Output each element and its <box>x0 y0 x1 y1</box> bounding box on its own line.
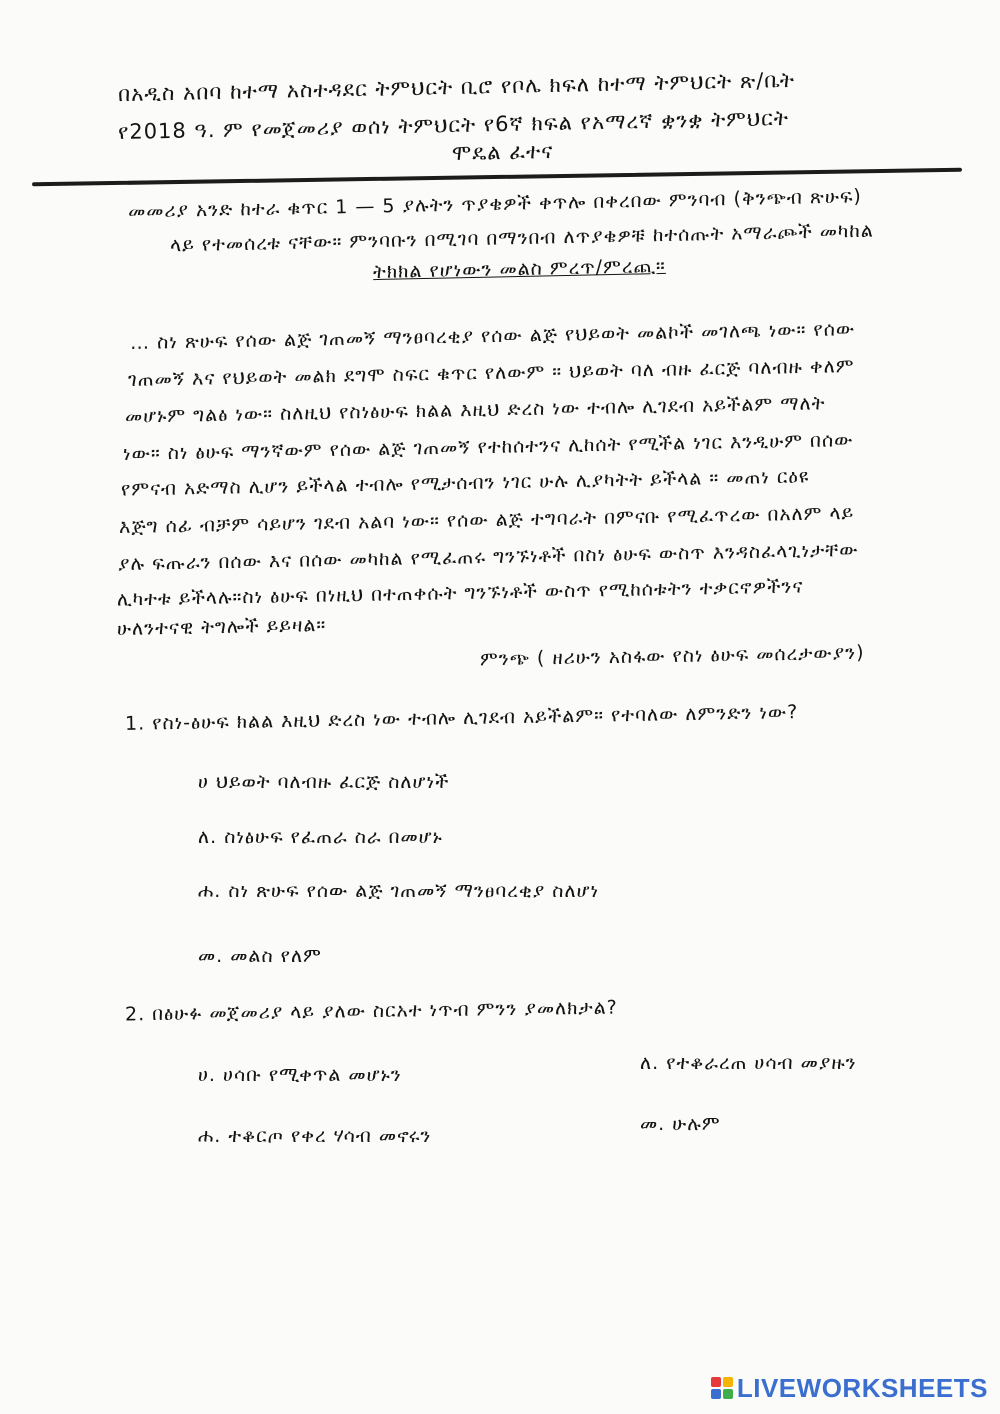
header-divider <box>32 168 962 187</box>
passage-line-9: ሁለንተናዊ ትግሎች ይይዛል። <box>116 613 327 641</box>
logo-square-green <box>723 1389 733 1399</box>
question-1: 1. የስነ-ፅሁፍ ክልል እዚህ ድረስ ነው ተብሎ ሊገደብ አይችልም። የተባለው ለምንድን ነው? <box>124 701 799 735</box>
passage-line-6: እጅግ ሰፊ ብቻም ሳይሆን ገደብ አልባ ነው። የሰው ልጅ ተግባራት በምናቡ የሚፈጥረው በአለም ላይ <box>118 501 855 539</box>
passage-line-4: ነው። ስነ ፅሁፍ ማንኛውም የሰው ልጅ ገጠመኝ የተከሰተንና ሊከሰት የሚችል ነገር እንዲሁም በሰው <box>122 428 854 466</box>
question-2: 2. በፅሁፉ መጀመሪያ ላይ ያለው ስርአተ ነጥብ ምንን ያመለክታል? <box>124 996 618 1026</box>
header-line-2: የ2018 ዓ. ም የመጀመሪያ ወሰነ ትምህርት የ6ኛ ክፍል የአማረኛ ቋንቋ ትምህርት <box>117 105 790 145</box>
passage-line-1: … ስነ ጽሁፍ የሰው ልጅ ገጠመኝ ማንፀባረቂያ የሰው ልጅ የህይወት መልኮች መገለጫ ነው። የሰው <box>129 318 856 354</box>
logo-square-blue <box>711 1389 721 1399</box>
question-1-option-c[interactable]: ሐ. ስነ ጽሁፍ የሰው ልጅ ገጠመኝ ማንፀባረቂያ ስለሆነ <box>198 880 600 902</box>
logo-text: LIVEWORKSHEETS <box>736 1372 988 1403</box>
liveworksheets-logo[interactable] <box>711 1374 988 1402</box>
passage-line-8: ሊካተቱ ይችላሉ።ስነ ፅሁፍ በነዚህ በተጠቀሱት ግንኙነቶች ውስጥ የሚከሰቱትን ተቃርኖዎችንና <box>116 575 804 611</box>
passage-line-5: የምናብ አድማስ ሊሆን ይችላል ተብሎ የሚታሰብን ነገር ሁሉ ሊያካትት ይችላል ። መጠነ ርዕዩ <box>120 465 810 501</box>
question-2-option-d[interactable]: መ. ሁሉም <box>640 1113 721 1135</box>
instruction-line-3: ትክክል የሆነውን መልስ ምረጥ/ምረጪ። <box>372 254 666 284</box>
instruction-line-2: ላይ የተመሰረቱ ናቸው። ምንባቡን በሚገባ በማንበብ ለጥያቄዎቹ ከተሰጡት አማራጮች መካከል <box>169 219 874 257</box>
logo-squares-icon <box>711 1377 733 1399</box>
question-2-option-c[interactable]: ሐ. ተቆርጦ የቀረ ሃሳብ መኖሩን <box>198 1125 432 1147</box>
logo-square-red <box>711 1377 721 1387</box>
question-2-option-b[interactable]: ለ. የተቆራረጠ ሀሳብ መያዙን <box>640 1052 857 1074</box>
question-1-option-a[interactable]: ሀ ህይወት ባለብዙ ፈርጅ ስለሆነች <box>198 771 450 793</box>
passage-source: ምንጭ ( ዘሪሁን አስፋው የስነ ፅሁፍ መሰረታውያን) <box>479 641 865 671</box>
question-2-option-a[interactable]: ሀ. ሀሳቡ የሚቀጥል መሆኑን <box>198 1064 402 1086</box>
header-line-1: በአዲስ አበባ ከተማ አስተዳደር ትምህርት ቢሮ የቦሌ ክፍለ ከተማ ትምህርት ጽ/ቤት <box>117 67 796 107</box>
passage-line-7: ያሉ ፍጡራን በሰው እና በሰው መካከል የሚፈጠሩ ግንኙነቶች በስነ ፅሁፍ ውስጥ እንዳስፈላጊነታቸው <box>117 538 859 576</box>
passage-line-3: መሆኑም ግልፅ ነው። ስለዚህ የስነፅሁፍ ክልል እዚህ ድረስ ነው ተብሎ ሊገደብ አይችልም ማለት <box>124 392 826 428</box>
logo-square-yellow <box>723 1377 733 1387</box>
passage-line-2: ገጠመኝ እና የህይወት መልክ ደግሞ ስፍር ቁጥር የለውም ። ህይወት ባለ ብዙ ፈርጅ ባለብዙ ቀለም <box>127 355 855 391</box>
instruction-line-1: መመሪያ አንድ ከተራ ቁጥር 1 — 5 ያሉትን ጥያቄዎች ቀጥሎ በቀረበው ምንባብ (ቅንጭብ ጽሁፍ) <box>127 185 863 223</box>
question-1-option-d[interactable]: መ. መልስ የለም <box>198 945 322 967</box>
question-1-option-b[interactable]: ለ. ስነፅሁፍ የፈጠራ ስራ በመሆኑ <box>198 826 443 848</box>
header-line-3: ሞዴል ፈተና <box>451 138 554 166</box>
